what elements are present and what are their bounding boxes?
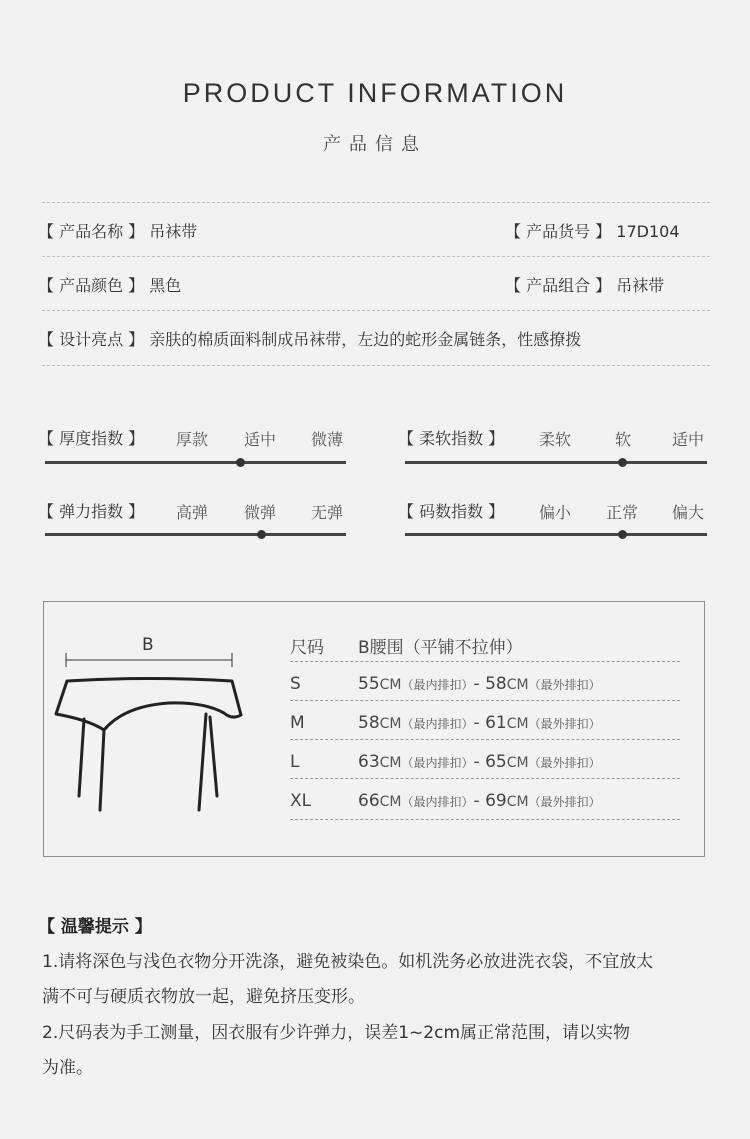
info-product-sku (505, 219, 680, 242)
size-option: 偏大 (672, 503, 705, 522)
waist-min: 58 (358, 713, 380, 733)
size-chart (43, 601, 705, 857)
waist-max: 58 (485, 674, 507, 694)
tip-line: 为准。 (42, 1058, 93, 1078)
waist-max: 65 (485, 752, 507, 772)
max-note: （最外排扣） (528, 678, 601, 692)
dash: - (473, 752, 480, 772)
size-cell: S (290, 674, 301, 694)
elasticity-slider-track (45, 533, 346, 536)
title-cn: 产品信息 (323, 134, 427, 155)
divider (42, 202, 710, 203)
info-product-name (38, 219, 197, 242)
waist-min: 55 (358, 674, 380, 694)
unit: CM (379, 755, 402, 771)
garter-belt-diagram (44, 602, 304, 856)
elasticity-option: 无弹 (311, 503, 344, 522)
unit: CM (379, 677, 402, 693)
size-cell: M (290, 713, 305, 733)
table-divider (290, 661, 680, 662)
size-cell: XL (290, 791, 312, 811)
thickness-option: 微薄 (311, 430, 344, 449)
waist-max: 69 (485, 791, 507, 811)
thickness-option: 厚款 (176, 430, 209, 449)
dash: - (473, 713, 480, 733)
tip-line: 1.请将深色与浅色衣物分开洗涤，避免被染色。如机洗务必放进洗衣袋，不宜放太 (42, 952, 654, 972)
softness-slider-track (405, 461, 707, 464)
waist-cell (358, 674, 601, 694)
max-note: （最外排扣） (528, 717, 601, 731)
thickness-option: 适中 (244, 430, 277, 449)
tip-line: 满不可与硬质衣物放一起，避免挤压变形。 (42, 987, 365, 1007)
thickness-index-label: 【 厚度指数 】 (38, 429, 145, 448)
info-value: 黑色 (149, 276, 182, 295)
min-note: （最内排扣） (401, 756, 474, 770)
info-product-combo (505, 273, 664, 296)
info-value: 17D104 (616, 222, 680, 241)
softness-option: 软 (615, 430, 632, 449)
max-note: （最外排扣） (528, 756, 601, 770)
softness-index-label: 【 柔软指数 】 (398, 429, 505, 448)
info-label: 【 产品颜色 】 (38, 276, 145, 295)
size-header: 尺码 (290, 638, 324, 658)
waist-min: 66 (358, 791, 380, 811)
info-design-highlight (38, 327, 581, 350)
dash: - (473, 791, 480, 811)
info-label: 【 产品货号 】 (505, 222, 612, 241)
waist-header: B腰围（平铺不拉伸） (358, 638, 523, 658)
elasticity-slider-knob (257, 530, 266, 539)
info-product-color (38, 273, 181, 296)
unit: CM (506, 794, 529, 810)
tip-1 (42, 945, 653, 1015)
info-value: 吊袜带 (616, 276, 665, 295)
tip-line: 2.尺码表为手工测量，因衣服有少许弹力，误差1~2cm属正常范围，请以实物 (42, 1023, 631, 1043)
thickness-slider-track (45, 461, 346, 464)
info-label: 【 产品组合 】 (505, 276, 612, 295)
info-label: 【 产品名称 】 (38, 222, 145, 241)
elasticity-option: 微弹 (244, 503, 277, 522)
tip-2 (42, 1016, 630, 1086)
waist-max: 61 (485, 713, 507, 733)
size-cell: L (290, 752, 300, 772)
waist-cell (358, 752, 601, 772)
softness-option: 柔软 (539, 430, 572, 449)
size-slider-track (405, 533, 707, 536)
divider (42, 365, 710, 366)
tips-title: 【 温馨提示 】 (38, 917, 152, 937)
title-en: PRODUCT INFORMATION (182, 78, 568, 108)
elasticity-option: 高弹 (176, 503, 209, 522)
unit: CM (506, 716, 529, 732)
max-note: （最外排扣） (528, 795, 601, 809)
elasticity-index-label: 【 弹力指数 】 (38, 502, 145, 521)
softness-slider-knob (618, 458, 627, 467)
unit: CM (379, 716, 402, 732)
waist-min: 63 (358, 752, 380, 772)
diagram-label: B (142, 635, 154, 655)
info-label: 【 设计亮点 】 (38, 330, 145, 349)
unit: CM (506, 677, 529, 693)
size-option: 偏小 (539, 503, 572, 522)
table-divider (290, 778, 680, 779)
divider (42, 310, 710, 311)
min-note: （最内排扣） (401, 678, 474, 692)
unit: CM (379, 794, 402, 810)
table-divider (290, 739, 680, 740)
softness-option: 适中 (672, 430, 705, 449)
unit: CM (506, 755, 529, 771)
thickness-slider-knob (236, 458, 245, 467)
min-note: （最内排扣） (401, 717, 474, 731)
size-index-label: 【 码数指数 】 (398, 502, 505, 521)
waist-cell (358, 791, 601, 811)
table-divider (290, 700, 680, 701)
info-value: 亲肤的棉质面料制成吊袜带，左边的蛇形金属链条，性感撩拨 (149, 330, 582, 349)
divider (42, 256, 710, 257)
min-note: （最内排扣） (401, 795, 474, 809)
info-value: 吊袜带 (149, 222, 198, 241)
waist-cell (358, 713, 601, 733)
dash: - (473, 674, 480, 694)
table-divider (290, 819, 680, 820)
size-option: 正常 (606, 503, 639, 522)
size-slider-knob (618, 530, 627, 539)
